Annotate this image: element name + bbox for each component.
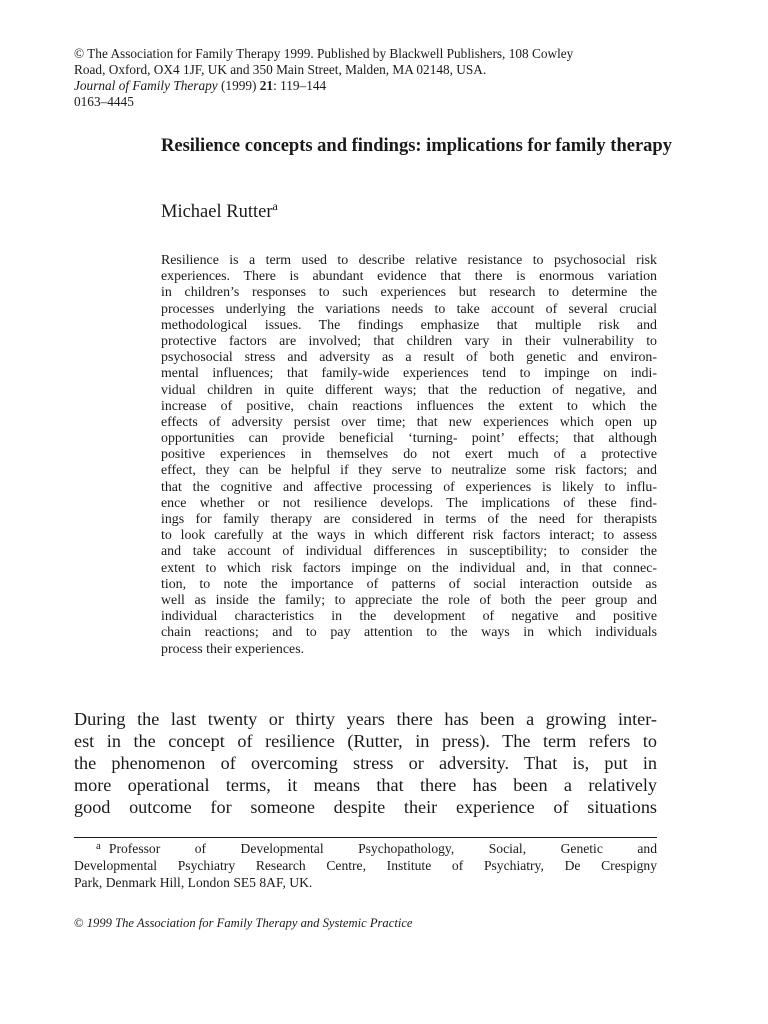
abstract-line: Resilience is a term used to describe relative resistance to psychosocial risk	[161, 253, 657, 268]
abstract-line: opportunities can provide beneficial ‘turning- point’ effects; that although	[161, 431, 657, 447]
journal-pages: : 119–144	[273, 78, 327, 93]
abstract-line: tion, to note the importance of patterns of social interaction outside as	[161, 576, 657, 592]
abstract-line: mental influences; that family-wide experiences tend to impinge on indi-	[161, 366, 657, 382]
body-line: est in the concept of resilience (Rutter, in press). The term refers to	[74, 731, 657, 751]
abstract-line: extent to which risk factors impinge on the individual and, in that connec-	[161, 560, 657, 576]
journal-citation	[74, 78, 674, 94]
body-line: the phenomenon of overcoming stress or adversity. That is, put in	[74, 753, 657, 773]
abstract-line: increase of positive, chain reactions influences the extent to which the	[161, 398, 657, 414]
abstract-line: ings for family therapy are considered in terms of the need for therapists	[161, 512, 657, 527]
footnote-rule	[74, 837, 657, 838]
copyright-line-1: © The Association for Family Therapy 1999. Published by Blackwell Publishers, 108 Cowley	[74, 46, 574, 61]
body-line: more operational terms, it means that there has been a relatively	[74, 775, 657, 795]
footnote-line	[74, 840, 657, 857]
article-title: Resilience concepts and findings: implications for family therapy	[161, 136, 672, 156]
body-paragraph	[74, 708, 657, 818]
journal-year: (1999)	[217, 78, 260, 93]
footnote-line: Park, Denmark Hill, London SE5 8AF, UK.	[74, 875, 313, 890]
abstract-line: well as inside the family; to appreciate the role of both the peer group and	[161, 592, 657, 608]
author-footnote-mark: a	[272, 199, 278, 213]
abstract	[161, 253, 657, 658]
abstract-line: protective factors are involved; that children vary in their vulnerability to	[161, 333, 657, 349]
footnote-line: Developmental Psychiatry Research Centre, Institute of Psychiatry, De Crespigny	[74, 858, 657, 873]
abstract-line: in children’s responses to such experiences but research to determine the	[161, 285, 657, 301]
footer-text: 1999 The Association for Family Therapy and Systemic Practice	[86, 916, 413, 930]
author-footnote	[74, 840, 657, 891]
abstract-line: vidual children in quite different ways; that the reduction of negative, and	[161, 382, 657, 398]
body-line: During the last twenty or thirty years there has been a growing inter-	[74, 709, 657, 729]
abstract-line: psychosocial stress and adversity as a result of both genetic and environ-	[161, 350, 657, 366]
abstract-line: and take account of individual differences in susceptibility; to consider the	[161, 544, 657, 560]
abstract-line: effect, they can be helpful if they serve to neutralize some risk factors; and	[161, 463, 657, 479]
abstract-line: chain reactions; and to pay attention to the ways in which individuals	[161, 625, 657, 641]
abstract-line: that the cognitive and affective processing of experiences is likely to influ-	[161, 479, 657, 495]
footer-copyright-symbol: ©	[74, 916, 84, 930]
journal-volume: 21	[259, 78, 274, 93]
abstract-line: processes underlying the variations needs to take account of several crucial	[161, 301, 657, 317]
body-line: good outcome for someone despite their experience of situations	[74, 797, 657, 817]
abstract-line: positive experiences in themselves do not exert much of a protective	[161, 447, 657, 463]
abstract-line: experiences. There is abundant evidence that there is enormous variation	[161, 269, 657, 285]
author-name-text: Michael Rutter	[161, 202, 273, 222]
abstract-line: to look carefully at the ways in which different risk factors interact; to assess	[161, 528, 657, 544]
abstract-line: individual characteristics in the development of negative and positive	[161, 609, 657, 625]
issn: 0163–4445	[74, 94, 134, 109]
page-footer	[74, 915, 413, 931]
abstract-line: process their experiences.	[161, 641, 305, 657]
footnote-mark: a	[96, 840, 101, 852]
footnote-line-1-text: Professor of Developmental Psychopathology, Social, Genetic and	[108, 841, 657, 856]
author-name	[161, 200, 278, 224]
abstract-line: ence whether or not resilience develops. The implications of these find-	[161, 495, 657, 511]
copyright-line-2: Road, Oxford, OX4 1JF, UK and 350 Main Street, Malden, MA 02148, USA.	[74, 62, 487, 77]
abstract-line: methodological issues. The findings emphasize that multiple risk and	[161, 317, 657, 333]
publication-header	[74, 46, 674, 110]
journal-name: Journal of Family Therapy	[74, 78, 218, 93]
abstract-line: effects of adversity persist over time; that new experiences which open up	[161, 414, 657, 430]
